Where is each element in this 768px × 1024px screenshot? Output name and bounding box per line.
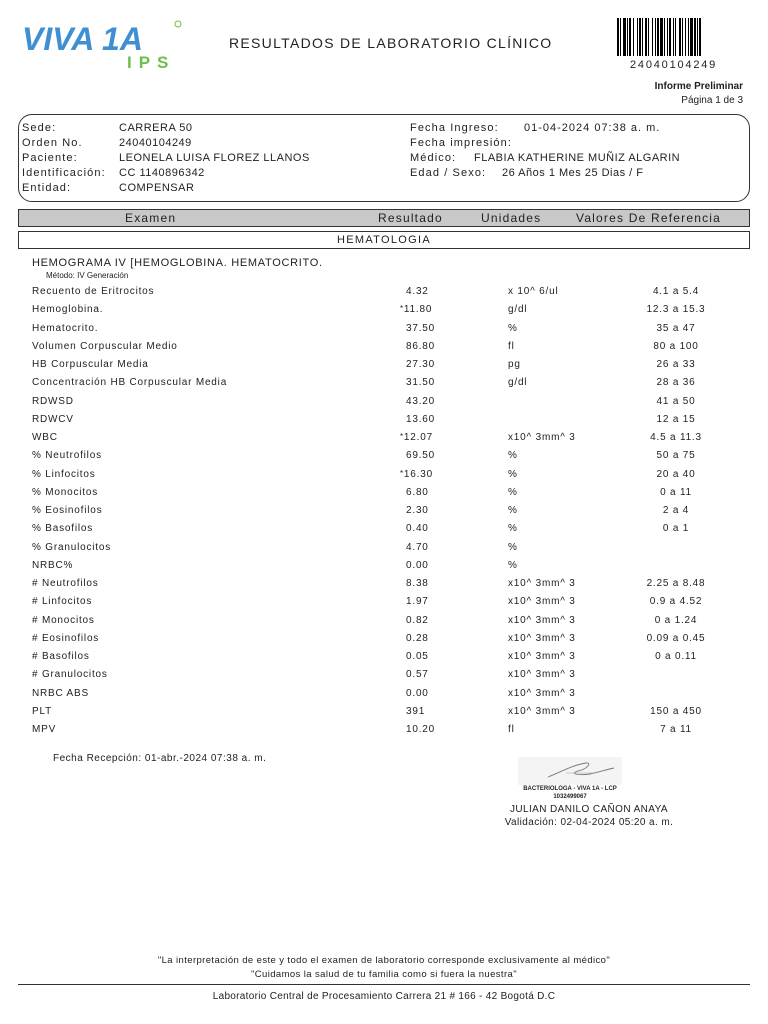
result-value-cell (406, 523, 429, 534)
result-value: 8.38 (406, 578, 429, 589)
result-value: 31.50 (406, 377, 436, 389)
result-row (0, 523, 768, 541)
result-value-cell (406, 560, 429, 571)
footer-address: Laboratorio Central de Procesamiento Carrera 21 # 166 - 42 Bogotá D.C (212, 991, 556, 1002)
result-row (0, 396, 768, 414)
result-value-cell (406, 724, 435, 735)
identificacion-label: Identificación: (22, 167, 106, 179)
result-reference: 4.5 a 11.3 (650, 432, 702, 443)
result-value: 0.40 (406, 523, 429, 535)
result-reference: 2.25 a 8.48 (646, 578, 706, 589)
result-value: 0.00 (406, 559, 429, 571)
viva-1a-logo (20, 18, 185, 72)
result-row (0, 578, 768, 596)
abnormal-flag: * (400, 468, 404, 478)
orden-value: 24040104249 (119, 137, 192, 149)
result-value: 2.30 (406, 505, 429, 516)
result-value: 13.60 (406, 413, 436, 425)
result-unit: % (508, 541, 518, 553)
result-row (0, 706, 768, 724)
result-row (0, 432, 768, 450)
result-value-cell (406, 450, 435, 461)
result-value-cell (406, 706, 425, 717)
result-value: 27.30 (406, 359, 436, 370)
result-reference: 80 a 100 (653, 340, 699, 352)
result-unit: x10^ 3mm^ 3 (508, 432, 576, 443)
result-name: PLT (32, 705, 52, 717)
result-value-cell (406, 359, 435, 370)
result-value: 0.57 (406, 669, 429, 681)
result-value-cell (406, 487, 429, 498)
edad-sexo-label: Edad / Sexo: (410, 167, 487, 179)
result-name: # Eosinofilos (32, 632, 100, 644)
result-value: 12.07 (403, 432, 433, 443)
result-name: % Monocitos (32, 486, 99, 498)
result-value-cell (406, 542, 429, 553)
result-value: 1.97 (406, 596, 429, 608)
result-reference: 0 a 1.24 (654, 614, 698, 626)
result-row (0, 724, 768, 742)
result-name: % Granulocitos (32, 541, 112, 553)
validation-date: Validación: 02-04-2024 05:20 a. m. (504, 817, 674, 828)
result-reference: 12.3 a 15.3 (646, 304, 706, 316)
result-unit: x10^ 3mm^ 3 (508, 705, 576, 717)
result-name: Hemoglobina. (32, 304, 104, 316)
abnormal-flag: * (400, 432, 404, 441)
result-name: Volumen Corpuscular Medio (32, 340, 178, 352)
result-reference: 0.09 a 0.45 (646, 632, 706, 644)
result-reference: 41 a 50 (656, 395, 696, 407)
results-table-header (18, 209, 750, 227)
result-row (0, 688, 768, 706)
result-value-cell (400, 469, 433, 480)
result-reference: 0 a 11 (660, 486, 692, 498)
result-row (0, 505, 768, 523)
report-title: RESULTADOS DE LABORATORIO CLÍNICO (229, 35, 553, 51)
result-name: % Linfocitos (32, 468, 96, 480)
result-value-cell (406, 651, 429, 662)
result-row (0, 304, 768, 322)
result-unit: x10^ 3mm^ 3 (508, 596, 576, 608)
result-value-cell (406, 596, 429, 607)
result-unit: g/dl (508, 377, 528, 389)
logo-text: VIVA 1A (22, 21, 143, 57)
result-value-cell (406, 633, 429, 644)
result-name: # Monocitos (32, 614, 95, 626)
medico-value: FLABIA KATHERINE MUÑIZ ALGARIN (474, 152, 681, 164)
barcode-number: 24040104249 (630, 59, 718, 71)
result-unit: % (508, 486, 518, 498)
result-row (0, 669, 768, 687)
panel-method: Método: IV Generación (46, 271, 129, 280)
result-name: MPV (32, 724, 57, 735)
result-unit: % (508, 523, 518, 535)
result-unit: x10^ 3mm^ 3 (508, 669, 576, 681)
result-value: 4.70 (406, 541, 429, 553)
result-unit: x10^ 3mm^ 3 (508, 687, 576, 699)
result-unit: x10^ 3mm^ 3 (508, 651, 576, 662)
result-unit: pg (508, 359, 521, 370)
result-value: 4.32 (406, 286, 429, 297)
result-unit: fl (508, 340, 515, 352)
fecha-recepcion: Fecha Recepción: 01-abr.-2024 07:38 a. m. (53, 753, 267, 764)
result-row (0, 323, 768, 341)
result-unit: % (508, 505, 518, 516)
paciente-label: Paciente: (22, 152, 78, 164)
result-value-cell (400, 304, 432, 315)
result-name: NRBC ABS (32, 687, 89, 699)
sede-value: CARRERA 50 (119, 122, 193, 134)
result-row (0, 560, 768, 578)
result-value: 0.82 (406, 614, 429, 626)
result-row (0, 450, 768, 468)
header-unidades: Unidades (481, 211, 542, 225)
result-value-cell (406, 578, 429, 589)
header-examen: Examen (125, 211, 177, 225)
result-value: 6.80 (406, 486, 429, 498)
result-unit: fl (508, 724, 515, 735)
result-row (0, 286, 768, 304)
result-name: # Linfocitos (32, 596, 93, 608)
signature-stamp-number: 1032499067 (553, 794, 587, 800)
result-name: NRBC% (32, 559, 74, 571)
medico-label: Médico: (410, 152, 457, 164)
result-name: # Neutrofilos (32, 578, 99, 589)
result-value-cell (406, 669, 429, 680)
result-reference: 4.1 a 5.4 (652, 286, 700, 297)
result-reference: 7 a 11 (660, 724, 692, 735)
result-value-cell (406, 396, 435, 407)
footer-slogan: "Cuidamos la salud de tu familia como si fuera la nuestra" (251, 969, 517, 980)
signature-stamp-title: BACTERIOLOGA - VIVA 1A - LCP (523, 786, 617, 792)
result-name: Hematocrito. (32, 322, 99, 334)
result-value-cell (406, 414, 435, 425)
result-reference: 50 a 75 (656, 450, 696, 462)
result-unit: g/dl (508, 304, 528, 316)
result-unit: x10^ 3mm^ 3 (508, 632, 576, 644)
result-reference: 28 a 36 (656, 377, 696, 389)
edad-sexo-value: 26 Años 1 Mes 25 Dias / F (502, 167, 644, 179)
result-value-cell (400, 432, 433, 443)
result-value-cell (406, 286, 429, 297)
orden-label: Orden No. (22, 137, 83, 149)
result-name: % Basofilos (32, 523, 94, 535)
entidad-label: Entidad: (22, 182, 72, 194)
result-reference: 26 a 33 (656, 359, 696, 370)
page-number: Página 1 de 3 (681, 95, 743, 106)
result-reference: 20 a 40 (656, 468, 696, 480)
result-row (0, 633, 768, 651)
panel-title: HEMOGRAMA IV [HEMOGLOBINA. HEMATOCRITO. (32, 257, 323, 269)
result-value: 37.50 (406, 322, 436, 334)
result-name: HB Corpuscular Media (32, 359, 149, 370)
barcode (616, 18, 740, 56)
result-name: RDWSD (32, 395, 74, 407)
paciente-value: LEONELA LUISA FLOREZ LLANOS (119, 152, 310, 164)
result-value: 0.05 (406, 651, 429, 662)
result-row (0, 469, 768, 487)
result-reference: 0.9 a 4.52 (649, 596, 703, 608)
result-row (0, 487, 768, 505)
result-name: Recuento de Eritrocitos (32, 286, 155, 297)
result-row (0, 341, 768, 359)
result-name: RDWCV (32, 413, 74, 425)
header-valores-referencia: Valores De Referencia (576, 211, 722, 225)
result-reference: 0 a 1 (662, 523, 690, 535)
report-status: Informe Preliminar (654, 81, 743, 92)
result-row (0, 359, 768, 377)
identificacion-value: CC 1140896342 (119, 167, 205, 179)
header-resultado: Resultado (378, 211, 443, 225)
result-value: 69.50 (406, 450, 436, 462)
result-unit: % (508, 559, 518, 571)
result-row (0, 414, 768, 432)
result-value: 11.80 (403, 304, 433, 316)
fecha-impresion-label: Fecha impresión: (410, 137, 512, 149)
result-reference: 12 a 15 (656, 413, 696, 425)
result-value-cell (406, 688, 429, 699)
result-value: 0.28 (406, 632, 429, 644)
result-value: 391 (406, 705, 426, 717)
signature-image (518, 757, 622, 785)
abnormal-flag: * (400, 304, 404, 314)
result-row (0, 377, 768, 395)
result-row (0, 615, 768, 633)
result-unit: x10^ 3mm^ 3 (508, 614, 576, 626)
bacteriologist-name: JULIAN DANILO CAÑON ANAYA (510, 804, 668, 815)
result-name: # Basofilos (32, 651, 90, 662)
result-value-cell (406, 377, 435, 388)
result-row (0, 651, 768, 669)
result-unit: % (508, 450, 518, 462)
sede-label: Sede: (22, 122, 57, 134)
fecha-ingreso-value: 01-04-2024 07:38 a. m. (524, 122, 661, 134)
entidad-value: COMPENSAR (119, 182, 195, 194)
section-title: HEMATOLOGIA (18, 231, 750, 249)
result-value: 10.20 (406, 724, 436, 735)
result-row (0, 542, 768, 560)
result-reference: 150 a 450 (650, 705, 702, 717)
result-value: 43.20 (406, 395, 436, 407)
result-unit: % (508, 322, 518, 334)
logo-sub: IPS (127, 53, 176, 72)
result-value: 16.30 (403, 468, 433, 480)
result-reference: 0 a 0.11 (655, 651, 697, 662)
fecha-ingreso-label: Fecha Ingreso: (410, 122, 499, 134)
result-reference: 35 a 47 (656, 322, 696, 334)
result-name: # Granulocitos (32, 669, 108, 681)
result-unit: x 10^ 6/ul (508, 286, 559, 297)
result-value: 0.00 (406, 687, 429, 699)
patient-info-box (18, 114, 750, 202)
result-value-cell (406, 505, 429, 516)
result-unit: % (508, 468, 518, 480)
result-unit: x10^ 3mm^ 3 (508, 578, 576, 589)
result-value-cell (406, 341, 435, 352)
result-row (0, 596, 768, 614)
result-value: 86.80 (406, 340, 436, 352)
result-name: Concentración HB Corpuscular Media (32, 377, 228, 389)
result-value-cell (406, 323, 435, 334)
result-value-cell (406, 615, 429, 626)
footer-disclaimer: "La interpretación de este y todo el examen de laboratorio corresponde exclusivamente al médico" (157, 955, 611, 966)
footer-divider (18, 984, 750, 985)
result-name: % Neutrofilos (32, 450, 102, 462)
result-reference: 2 a 4 (662, 505, 690, 516)
result-name: % Eosinofilos (32, 505, 103, 516)
result-name: WBC (32, 432, 58, 443)
